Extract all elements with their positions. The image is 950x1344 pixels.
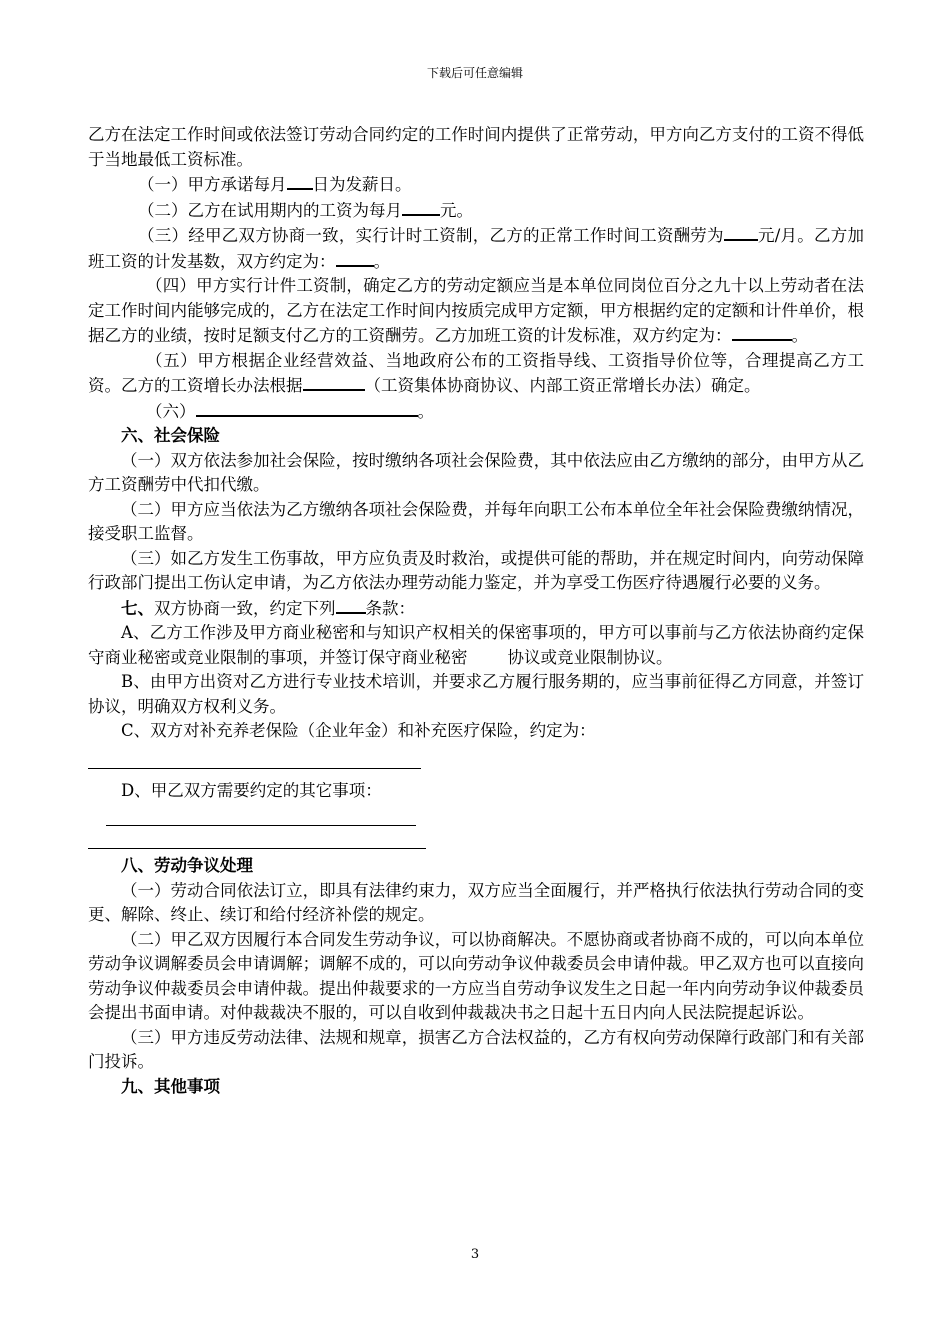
wage-item-3-tail: 。 [373, 251, 390, 271]
section-7-title-text: 双方协商一致，约定下列 [154, 598, 336, 618]
blank-probation-wage[interactable] [402, 198, 440, 216]
section-6-item-3: （三）如乙方发生工伤事故，甲方应负责及时救治，或提供可能的帮助，并在规定时间内，向劳动保障行政部门提出工伤认定申请，为乙方依法办理劳动能力鉴定，并为享受工伤医疗待遇履行必要的义务。 [88, 548, 864, 592]
section-8-item-3: （三）甲方违反劳动法律、法规和规章，损害乙方合法权益的，乙方有权向劳动保障行政部门和有关部门投诉。 [88, 1027, 864, 1071]
wage-item-3 [88, 223, 864, 274]
wage-item-6 [88, 399, 864, 425]
section-9-title: 九、其他事项 [121, 1076, 220, 1096]
wage-item-1 [88, 172, 864, 198]
section-6-title: 六、社会保险 [121, 426, 220, 445]
wage-item-3-mid: 元/月。乙方加班工资的计发基数，双方约定为： [88, 226, 864, 271]
blank-wage-other[interactable] [196, 399, 418, 417]
wage-item-2 [88, 198, 864, 224]
wage-item-1-tail: 日为发薪日。 [312, 175, 412, 194]
section-7-item-a [88, 621, 864, 670]
blank-piece-overtime[interactable] [732, 323, 792, 341]
section-8-item-1: （一）劳动合同依法订立，即具有法律约束力，双方应当全面履行，并严格执行依法执行劳动合同的变更、解除、终止、续订和给付经济补偿的规定。 [88, 880, 864, 924]
wage-item-5-tail: （工资集体协商协议、内部工资正常增长办法）确定。 [364, 376, 761, 395]
page-header: 下载后可任意编辑 [426, 66, 523, 80]
wage-item-6-text: （六） [146, 401, 196, 421]
blank-time-wage[interactable] [724, 223, 758, 241]
section-6-item-2: （二）甲方应当依法为乙方缴纳各项社会保险费，并每年向职工公布本单位全年社会保险费缴纳情况，接受职工监督。 [88, 499, 864, 543]
document-body [88, 123, 864, 1099]
section-7-item-a-text: A、乙方工作涉及甲方商业秘密和与知识产权相关的保密事项的，甲方可以事前与乙方依法协商约定保守商业秘密或竞业限制的事项，并签订保守商业秘密 [88, 623, 864, 667]
wage-item-5-text: （五）甲方根据企业经营效益、当地政府公布的工资指导线、工资指导价位等，合理提高乙方工资。乙方的工资增长办法根据 [88, 350, 864, 395]
section-7-item-c: C、双方对补充养老保险（企业年金）和补充医疗保险，约定为： [121, 721, 596, 740]
blank-clause-count[interactable] [336, 596, 366, 614]
section-7-title [88, 596, 864, 622]
section-7-title-tail: 条款： [365, 598, 415, 618]
section-8-title: 八、劳动争议处理 [121, 856, 253, 875]
section-7-number: 七、 [121, 598, 154, 618]
fill-line-supplementary-insurance[interactable] [88, 768, 421, 769]
wage-item-2-tail: 元。 [440, 200, 473, 220]
section-8-item-2: （二）甲乙双方因履行本合同发生劳动争议，可以协商解决。不愿协商或者协商不成的，可以向本单位劳动争议调解委员会申请调解；调解不成的，可以向劳动争议仲裁委员会申请仲裁。甲乙双方也可以直接向劳动争议仲裁委员会申请仲裁。提出仲裁要求的一方应当自劳动争议发生之日起一年内向劳动争议仲裁委员会提出书面申请。对仲裁裁决不服的，可以自收到仲裁裁决书之日起十五日内向人民法院提起诉讼。 [88, 929, 864, 1022]
blank-payday[interactable] [287, 172, 313, 190]
wage-item-2-text: （二）乙方在试用期内的工资为每月 [138, 200, 402, 220]
paragraph-wage-intro: 乙方在法定工作时间或依法签订劳动合同约定的工作时间内提供了正常劳动，甲方向乙方支付的工资不得低于当地最低工资标准。 [88, 125, 864, 169]
wage-item-6-tail: 。 [417, 401, 434, 421]
wage-item-1-text: （一）甲方承诺每月 [138, 175, 287, 194]
section-7-item-d: D、甲乙双方需要约定的其它事项： [121, 780, 382, 800]
wage-item-4-tail: 。 [791, 326, 808, 345]
section-7-item-a-tail: 协议或竞业限制协议。 [507, 647, 673, 667]
blank-wage-increase[interactable] [303, 373, 365, 391]
page-number: 3 [470, 1247, 480, 1262]
fill-line-other-matters-2[interactable] [88, 848, 426, 849]
section-7-item-b: B、由甲方出资对乙方进行专业技术培训，并要求乙方履行服务期的，应当事前征得乙方同意，并签订协议，明确双方权利义务。 [88, 672, 864, 716]
blank-overtime-base[interactable] [336, 249, 374, 267]
wage-item-4 [88, 274, 864, 349]
section-6-item-1: （一）双方依法参加社会保险，按时缴纳各项社会保险费，其中依法应由乙方缴纳的部分，由甲方从乙方工资酬劳中代扣代缴。 [88, 450, 864, 494]
wage-item-4-text: （四）甲方实行计件工资制，确定乙方的劳动定额应当是本单位同岗位百分之九十以上劳动者在法定工作时间内能够完成的，乙方在法定工作时间内按质完成甲方定额，甲方根据约定的定额和计件单价，根据乙方的业绩，按时足额支付乙方的工资酬劳。乙方加班工资的计发标准，双方约定为： [88, 276, 864, 345]
wage-item-5 [88, 349, 864, 399]
wage-item-3-text: （三）经甲乙双方协商一致，实行计时工资制，乙方的正常工作时间工资酬劳为 [138, 226, 724, 245]
